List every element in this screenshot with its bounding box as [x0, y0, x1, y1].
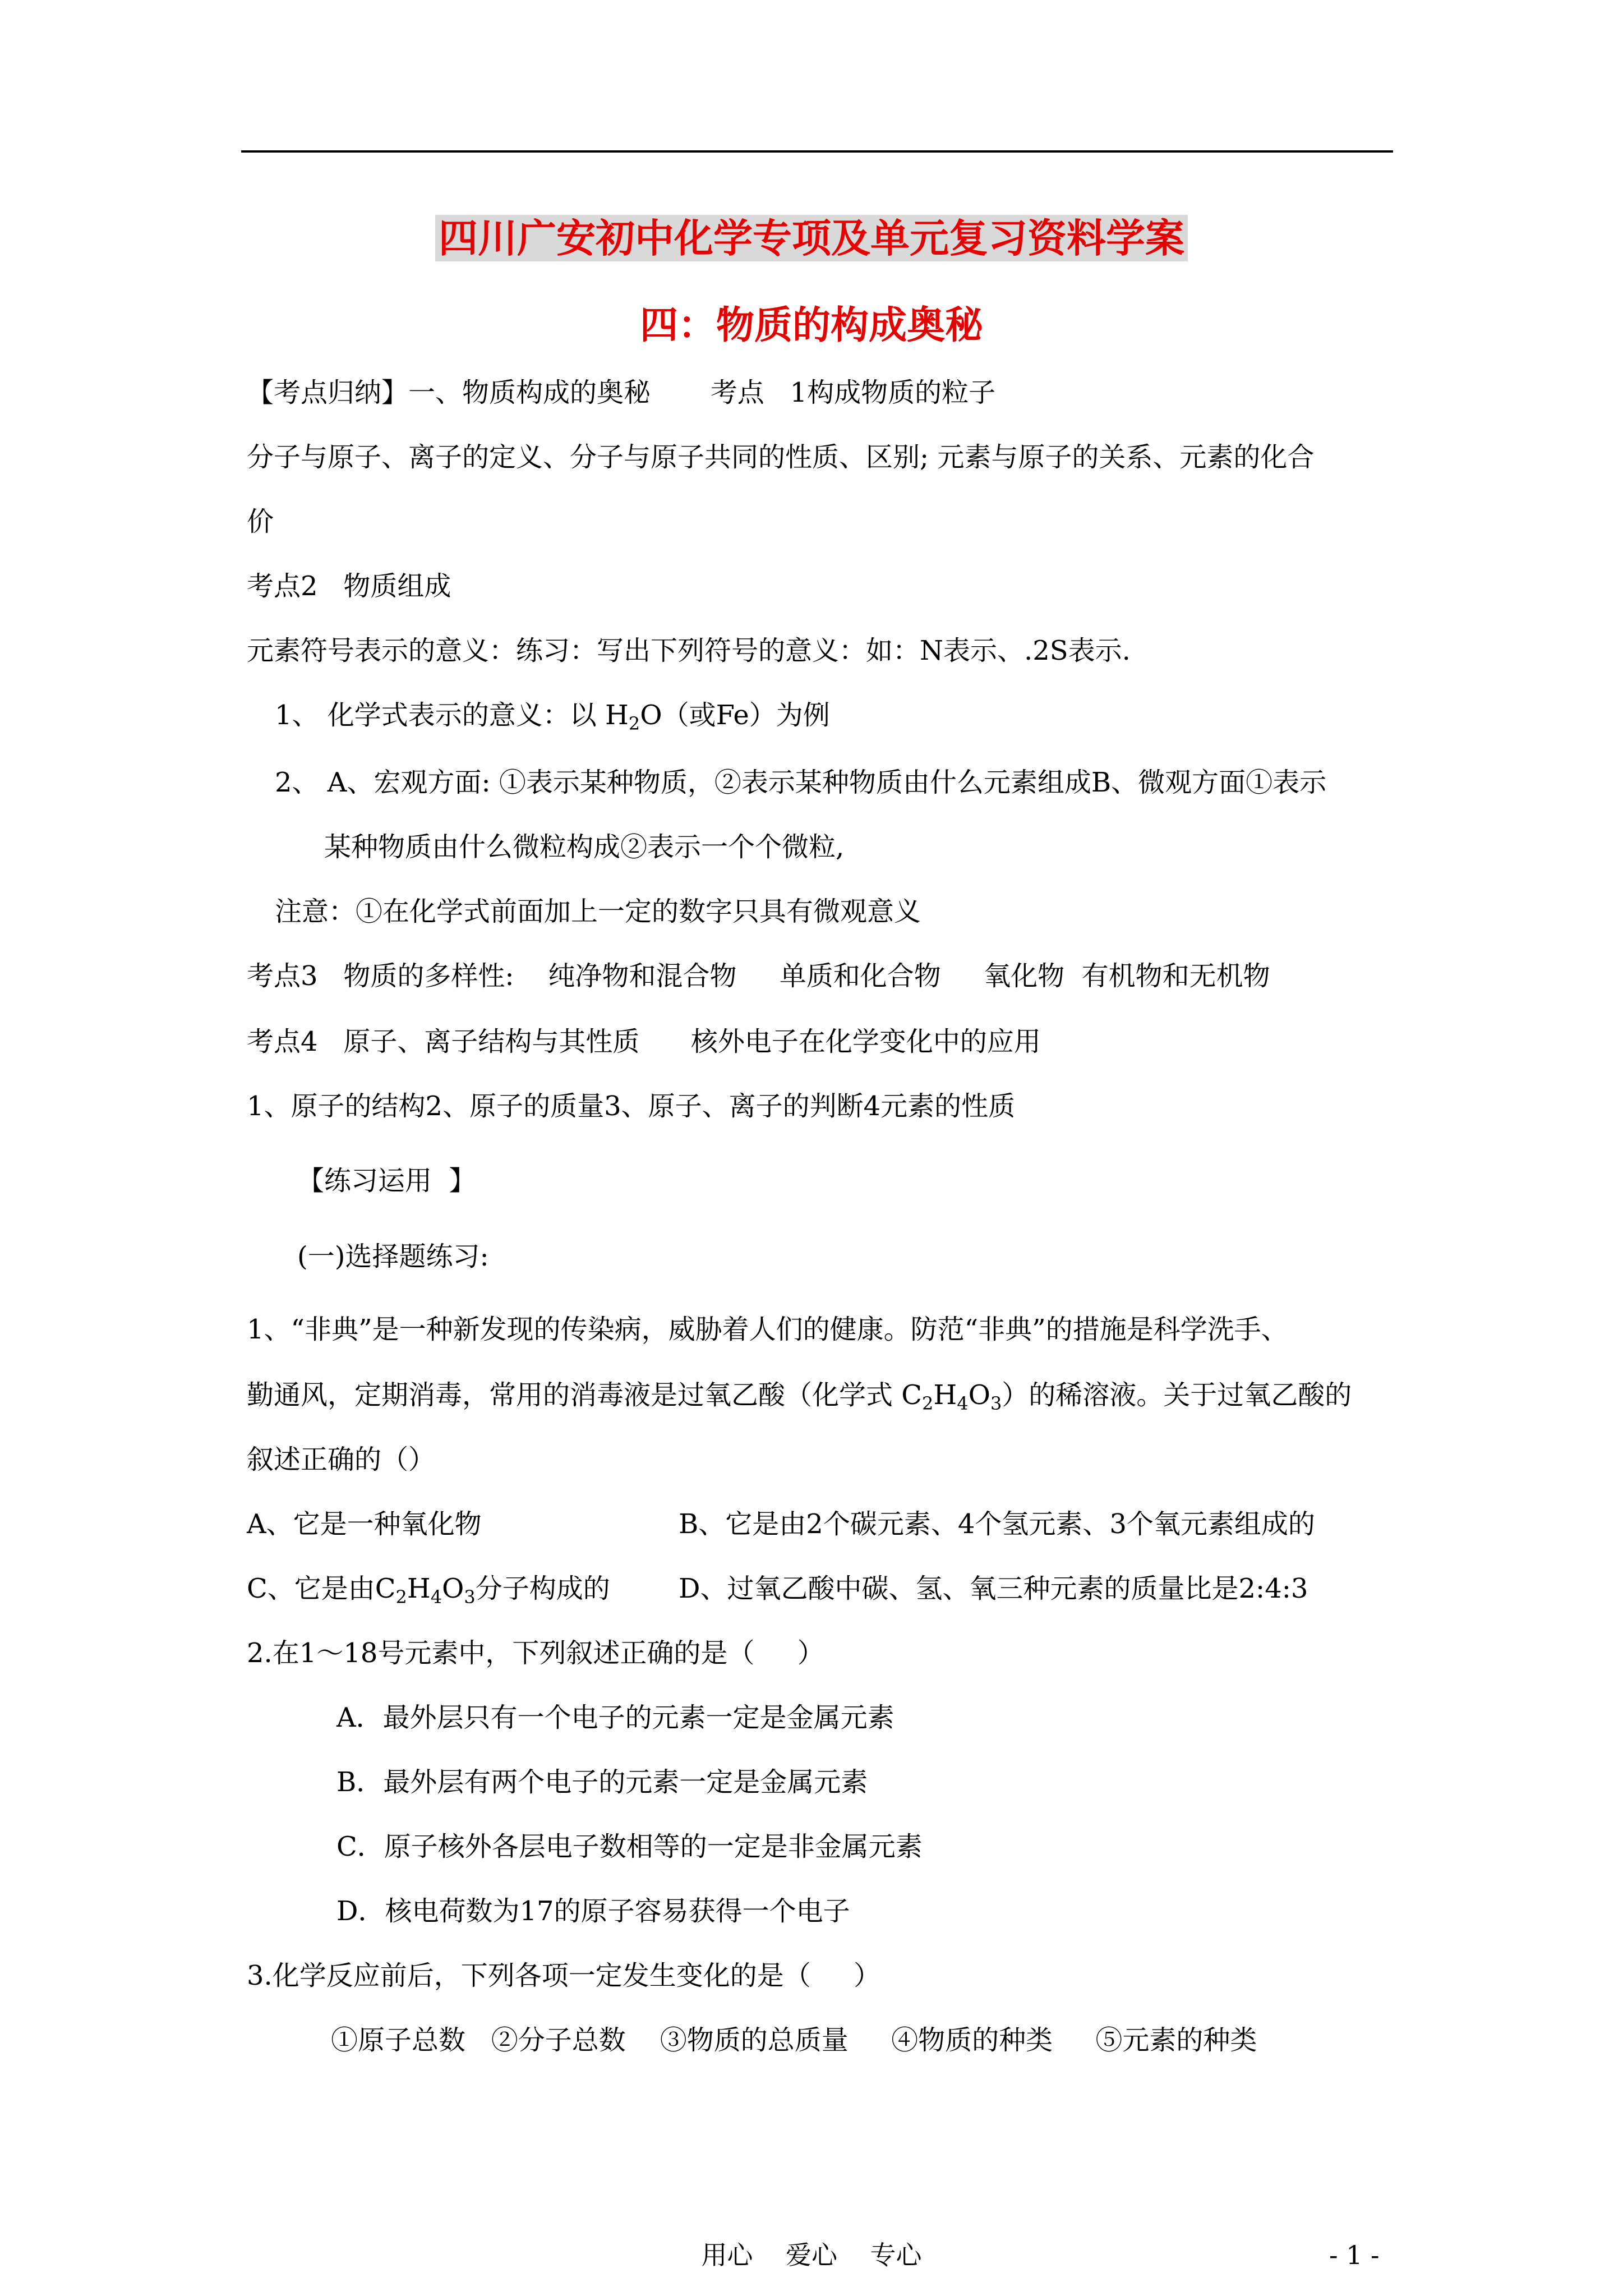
- key-point-3: 考点3 物质的多样性: 纯净物和混合物 单质和化合物 氧化物 有机物和无机物: [247, 960, 1270, 992]
- q2-option-c: C．原子核外各层电子数相等的一定是非金属元素: [336, 1831, 923, 1862]
- key-point-4: 考点4 原子、离子结构与其性质 核外电子在化学变化中的应用: [247, 1026, 1041, 1057]
- q3-options: ①原子总数 ②分子总数 ③物质的总质量 ④物质的种类 ⑤元素的种类: [331, 2024, 1257, 2056]
- q1-line-1: 1、“非典”是一种新发现的传染病，威胁着人们的健康。防范“非典”的措施是科学洗手、: [247, 1314, 1288, 1345]
- footer-motto: 用心 爱心 专心: [701, 2240, 922, 2270]
- q1-option-a: A、它是一种氧化物: [247, 1508, 482, 1540]
- key-point-2: 考点2 物质组成: [247, 570, 451, 602]
- page-number: - 1 -: [1329, 2240, 1380, 2270]
- summary-line-3: 价: [247, 506, 274, 537]
- summary-line-1: 【考点归纳】一、物质构成的奥秘 考点 1构成物质的粒子: [247, 377, 996, 408]
- q1-option-d: D、过氧乙酸中碳、氢、氧三种元素的质量比是2:4:3: [679, 1573, 1308, 1604]
- symbol-meaning: 元素符号表示的意义：练习：写出下列符号的意义：如：N表示、.2S表示.: [247, 635, 1131, 666]
- q3-stem: 3.化学反应前后，下列各项一定发生变化的是（ ）: [247, 1960, 881, 1991]
- q2-option-d: D．核电荷数为17的原子容易获得一个电子: [336, 1895, 850, 1927]
- q1-line-2: 勤通风，定期消毒，常用的消毒液是过氧乙酸（化学式 $C_2H_4O_3$）的稀溶液。关于过氧乙酸的: [247, 1379, 1352, 1414]
- q2-option-b: B．最外层有两个电子的元素一定是金属元素: [336, 1766, 868, 1798]
- item2-line-1: 2、 A、宏观方面: ①表示某种物质，②表示某种物质由什么元素组成B、微观方面①表示: [275, 767, 1327, 798]
- q1-option-b: B、它是由2个碳元素、4个氢元素、3个氧元素组成的: [679, 1508, 1315, 1540]
- document-title: [0, 208, 1623, 269]
- header-rule: [241, 150, 1393, 153]
- note-line: 注意：①在化学式前面加上一定的数字只具有微观意义: [275, 896, 921, 927]
- summary-line-2: 分子与原子、离子的定义、分子与原子共同的性质、区别; 元素与原子的关系、元素的化合: [247, 441, 1315, 473]
- document-subtitle: 四：物质的构成奥秘: [639, 303, 983, 348]
- q1-line-3: 叙述正确的（）: [247, 1444, 436, 1475]
- practice-heading: 【练习运用 】: [297, 1165, 476, 1197]
- choice-heading: (一)选择题练习:: [297, 1241, 489, 1272]
- title-text: 四川广安初中化学专项及单元复习资料学案: [435, 215, 1188, 261]
- item2-line-2: 某种物质由什么微粒构成②表示一个个微粒,: [324, 831, 845, 863]
- key-point-4-items: 1、原子的结构2、原子的质量3、原子、离子的判断4元素的性质: [247, 1091, 1016, 1122]
- formula-meaning: 1、 化学式表示的意义：以 $H_2O$（或Fe）为例: [275, 700, 830, 734]
- q2-option-a: A．最外层只有一个电子的元素一定是金属元素: [336, 1702, 895, 1733]
- q2-stem: 2.在1～18号元素中，下列叙述正确的是（ ）: [247, 1637, 824, 1669]
- q1-option-c: C、它是由$C_2H_4O_3$分子构成的: [247, 1573, 610, 1608]
